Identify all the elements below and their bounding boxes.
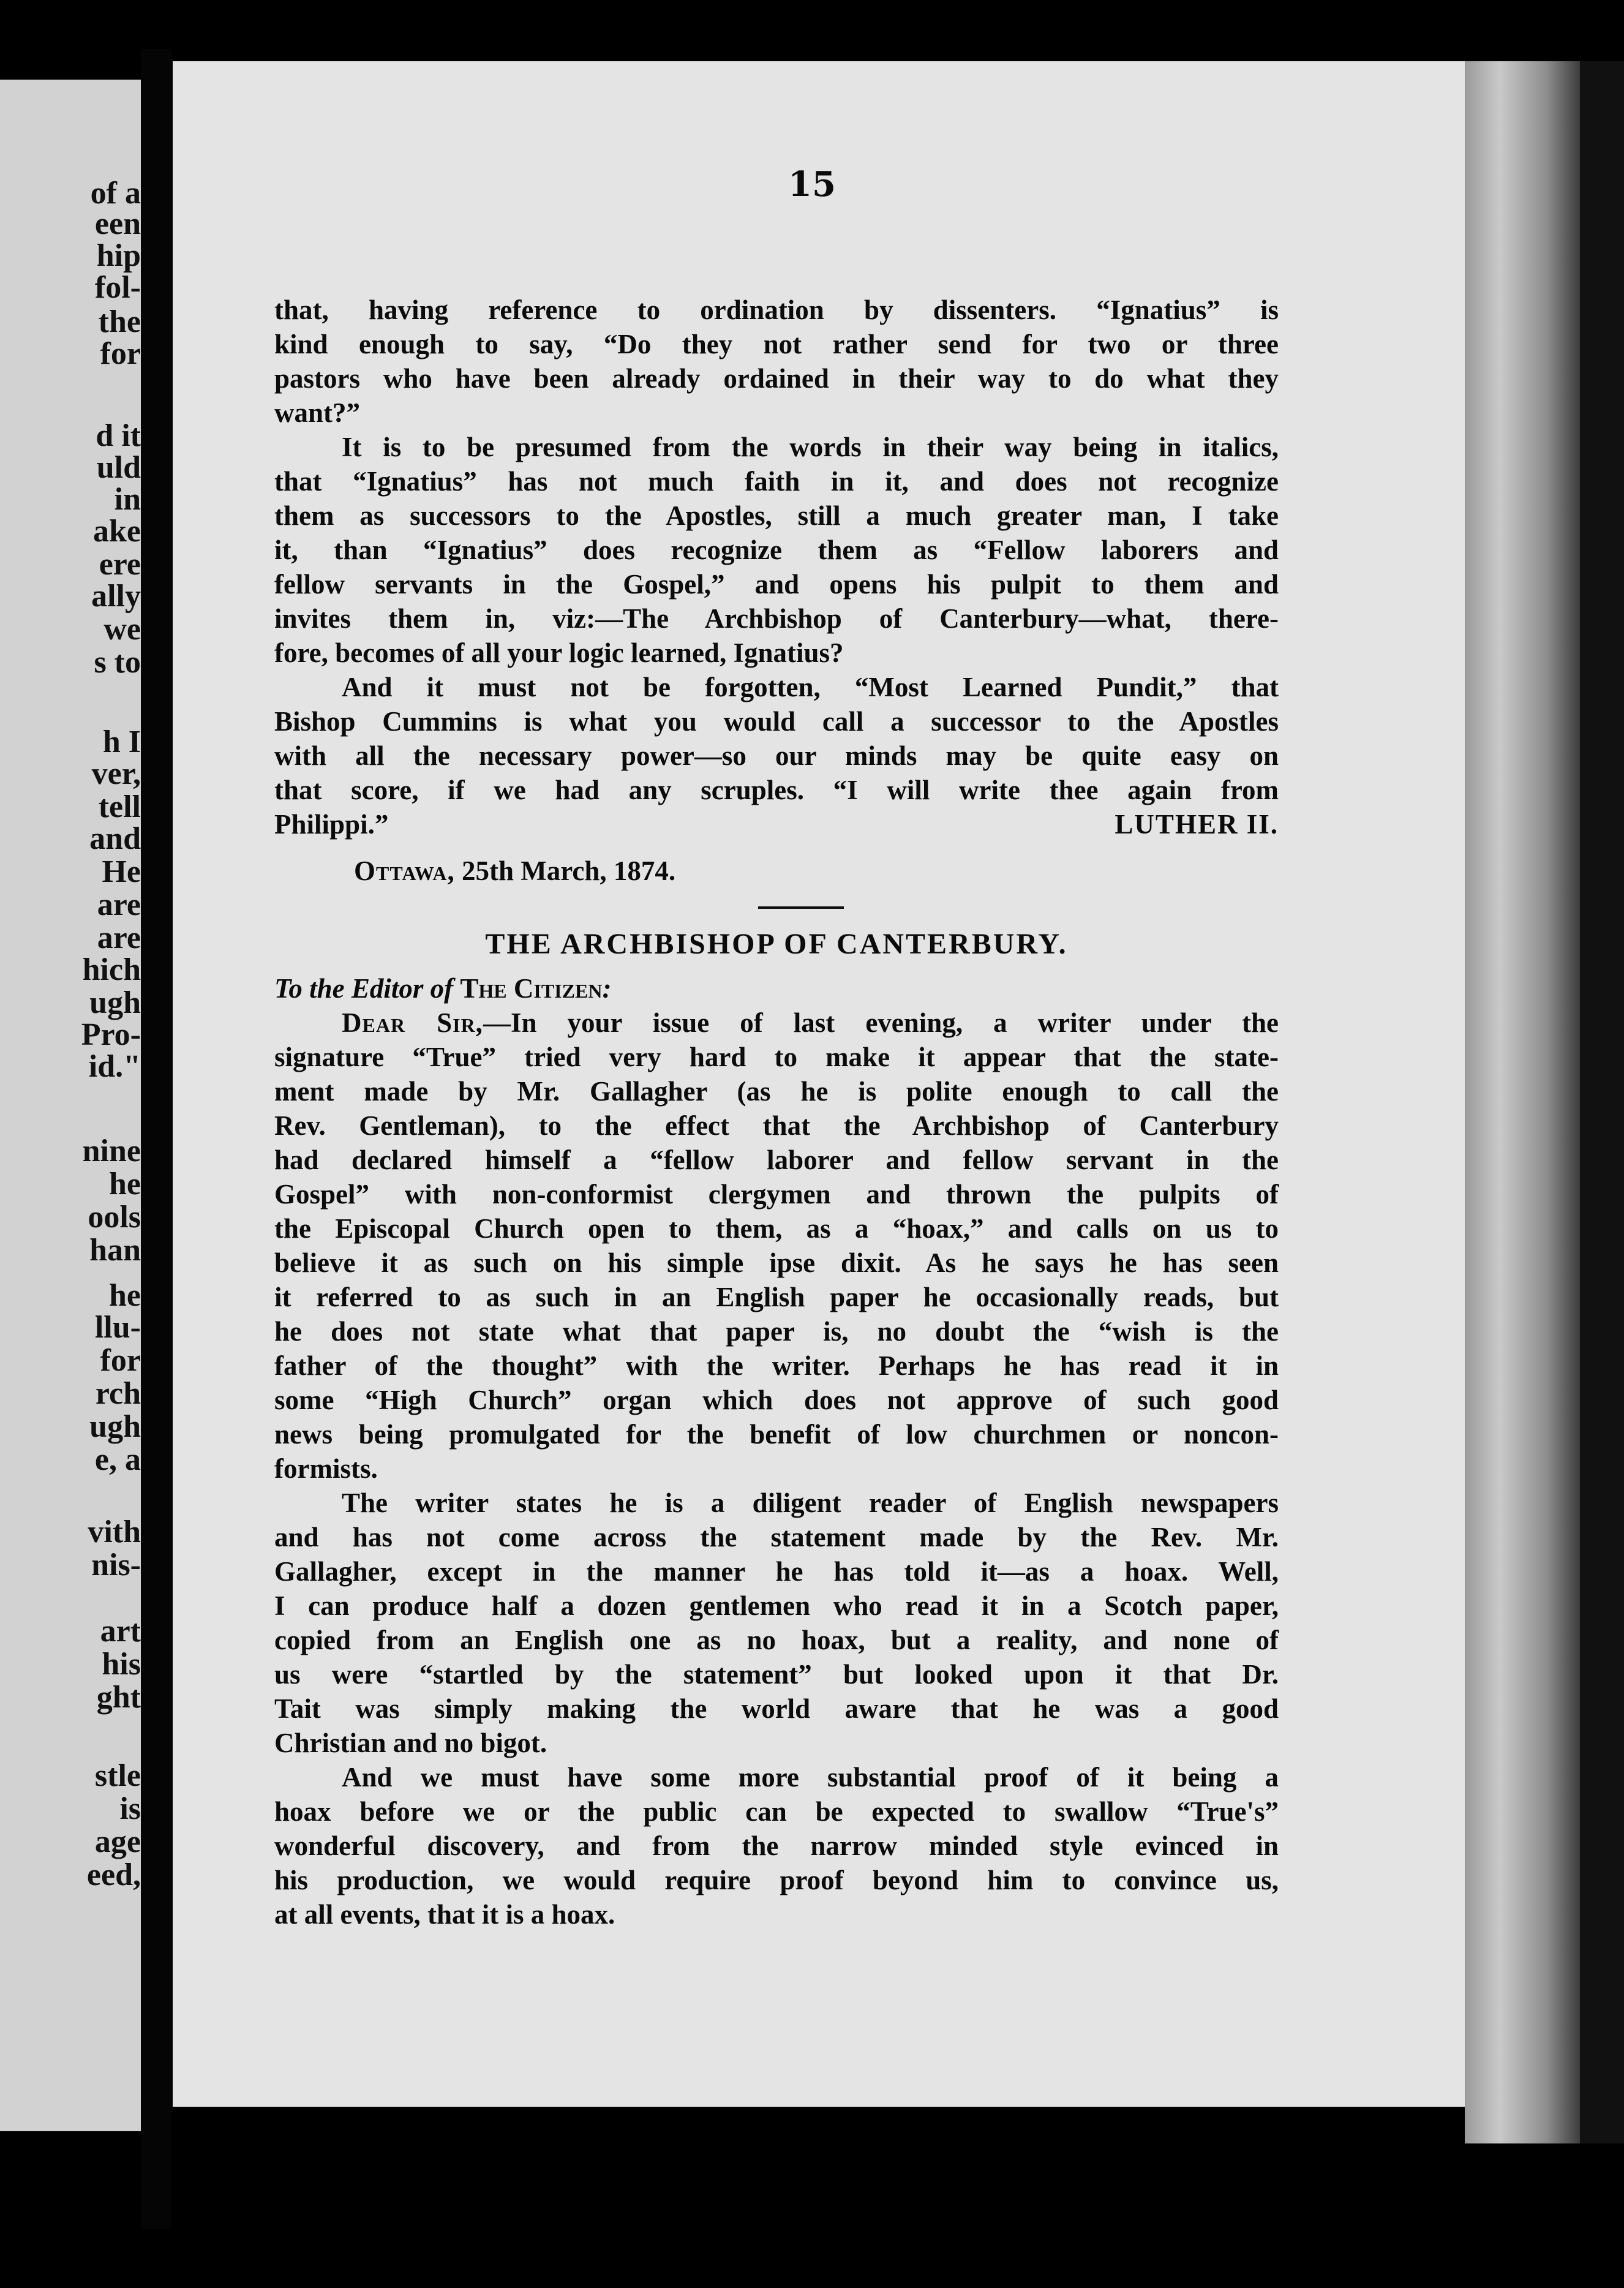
text-line: invites them in, viz:—The Archbishop of Canterbury—what, there- bbox=[274, 603, 1279, 634]
left-page-fragment: tell bbox=[98, 789, 141, 824]
text-line: kind enough to say, “Do they not rather send for two or three bbox=[274, 329, 1279, 359]
text-line: Philippi.” bbox=[274, 809, 389, 840]
left-page-fragment: art bbox=[100, 1614, 141, 1649]
text-line: that score, if we had any scruples. “I will write thee again from bbox=[274, 775, 1279, 805]
left-page-fragment: for bbox=[100, 1343, 141, 1378]
text-line-rest: —In your issue of last evening, a writer under the bbox=[483, 1007, 1279, 1038]
paragraph-1 bbox=[274, 293, 1279, 430]
left-page-fragment: age bbox=[94, 1824, 141, 1859]
paragraph-5 bbox=[274, 1486, 1279, 1760]
text-line: his production, we would require proof beyond him to convince us, bbox=[274, 1865, 1279, 1895]
text-line: it referred to as such in an English paper he occasionally reads, but bbox=[274, 1282, 1279, 1312]
left-page-fragment: stle bbox=[94, 1758, 141, 1793]
left-page-fragment: the bbox=[98, 304, 141, 339]
left-page-fragment: we bbox=[103, 612, 141, 647]
text-line: Rev. Gentleman), to the effect that the Archbishop of Canterbury bbox=[274, 1110, 1279, 1141]
text-line: them as successors to the Apostles, still a much greater man, I take bbox=[274, 500, 1279, 531]
left-page-fragment: hich bbox=[82, 952, 141, 987]
text-line: Bishop Cummins is what you would call a successor to the Apostles bbox=[274, 706, 1279, 737]
salutation-suffix: : bbox=[602, 973, 612, 1004]
left-page-fragment: he bbox=[109, 1278, 141, 1313]
left-page-fragment: is bbox=[119, 1791, 141, 1826]
text-line: formists. bbox=[274, 1453, 378, 1484]
left-page-fragment: s to bbox=[94, 645, 141, 680]
dateline bbox=[274, 854, 1279, 888]
text-line: Gallagher, except in the manner he has told it—as a hoax. Well, bbox=[274, 1556, 1279, 1587]
text-line: at all events, that it is a hoax. bbox=[274, 1899, 615, 1930]
text-line: and has not come across the statement made by the Rev. Mr. bbox=[274, 1522, 1279, 1552]
text-line: that “Ignatius” has not much faith in it, and does not recognize bbox=[274, 466, 1279, 497]
left-page-fragment: id." bbox=[88, 1049, 141, 1084]
text-line: father of the thought” with the writer. Perhaps he has read it in bbox=[274, 1350, 1279, 1381]
left-page-fragment: ght bbox=[96, 1680, 141, 1715]
left-page-fragment: llu- bbox=[94, 1310, 141, 1345]
left-page-fragment: han bbox=[89, 1233, 141, 1268]
text-line: news being promulgated for the benefit of low churchmen or noncon- bbox=[274, 1419, 1279, 1450]
text-line: Tait was simply making the world aware that he was a good bbox=[274, 1693, 1279, 1724]
left-page-fragment: nis- bbox=[91, 1548, 141, 1582]
left-page-fragment: ugh bbox=[89, 985, 141, 1020]
left-page-fragment: nine bbox=[82, 1134, 141, 1168]
signature-row bbox=[274, 807, 1279, 841]
paragraph-2 bbox=[274, 430, 1279, 670]
text-line: And it must not be forgotten, “Most Learned Pundit,” that bbox=[342, 672, 1279, 702]
text-line: ment made by Mr. Gallagher (as he is polite enough to call the bbox=[274, 1076, 1279, 1107]
text-line: fellow servants in the Gospel,” and opens his pulpit to them and bbox=[274, 569, 1279, 600]
left-page-fragment: ake bbox=[93, 514, 141, 549]
page-text bbox=[274, 293, 1279, 1932]
text-line: copied from an English one as no hoax, but a reality, and none of bbox=[274, 1625, 1279, 1655]
left-page-fragment: He bbox=[102, 854, 141, 889]
left-page-fragment: hip bbox=[96, 238, 141, 273]
dateline-date: 25th March, 1874. bbox=[461, 856, 676, 886]
page-edge-shadow bbox=[1580, 61, 1624, 2143]
text-line: pastors who have been already ordained in their way to do what they bbox=[274, 363, 1279, 394]
book-gutter bbox=[141, 49, 171, 2229]
left-page-fragment: his bbox=[102, 1647, 141, 1682]
text-line: The writer states he is a diligent reader of English newspapers bbox=[342, 1488, 1279, 1518]
text-line: hoax before we or the public can be expected to swallow “True's” bbox=[274, 1796, 1279, 1827]
left-page-fragment: ools bbox=[88, 1200, 141, 1235]
left-page-fragment: Pro- bbox=[81, 1017, 141, 1052]
text-line: some “High Church” organ which does not approve of such good bbox=[274, 1385, 1279, 1415]
text-line: fore, becomes of all your logic learned, Ignatius? bbox=[274, 638, 844, 668]
section-divider bbox=[758, 906, 844, 909]
left-page-fragment: of a bbox=[90, 176, 141, 211]
left-page-fragment: een bbox=[94, 206, 141, 241]
text-line: Christian and no bigot. bbox=[274, 1728, 547, 1758]
section-heading: THE ARCHBISHOP OF CANTERBURY. bbox=[485, 928, 1068, 960]
text-line: us were “startled by the statement” but looked upon it that Dr. bbox=[274, 1659, 1279, 1690]
left-page-fragment: are bbox=[97, 887, 141, 922]
left-page-fragment: rch bbox=[95, 1376, 141, 1411]
paragraph-3 bbox=[274, 670, 1279, 841]
left-page-fragment: ugh bbox=[89, 1409, 141, 1444]
left-page-fragment: are bbox=[97, 920, 141, 955]
left-page-fragment: for bbox=[100, 336, 141, 371]
text-line: I can produce half a dozen gentlemen who read it in a Scotch paper, bbox=[274, 1590, 1279, 1621]
left-facing-page bbox=[0, 80, 146, 2131]
page-number: 15 bbox=[788, 164, 836, 205]
text-line: that, having reference to ordination by dissenters. “Ignatius” is bbox=[274, 295, 1279, 325]
left-page-fragment: e, a bbox=[94, 1442, 141, 1477]
paragraph-6 bbox=[274, 1760, 1279, 1932]
text-line: it, than “Ignatius” does recognize them as “Fellow laborers and bbox=[274, 535, 1279, 565]
left-page-fragment: ver, bbox=[91, 756, 141, 791]
text-line bbox=[274, 1006, 1279, 1040]
text-line: had declared himself a “fellow laborer and fellow servant in the bbox=[274, 1145, 1279, 1175]
text-line: believe it as such on his simple ipse dixit. As he says he has seen bbox=[274, 1247, 1279, 1278]
dateline-city: Ottawa, bbox=[354, 856, 455, 886]
left-page-fragment: ally bbox=[91, 579, 141, 614]
left-page-fragment: ere bbox=[99, 547, 141, 582]
text-line: And we must have some more substantial proof of it being a bbox=[342, 1762, 1279, 1793]
text-line: the Episcopal Church open to them, as a “hoax,” and calls on us to bbox=[274, 1213, 1279, 1244]
left-page-fragment: fol- bbox=[94, 270, 141, 305]
text-line: signature “True” tried very hard to make it appear that the state- bbox=[274, 1042, 1279, 1072]
signature: LUTHER II. bbox=[1115, 809, 1279, 840]
page-edge bbox=[1465, 61, 1581, 2143]
left-page-fragment: d it bbox=[96, 418, 141, 453]
text-line: want?” bbox=[274, 397, 361, 428]
salutation-paper: The Citizen bbox=[460, 973, 603, 1004]
left-page-fragment: in bbox=[114, 482, 141, 517]
salutation bbox=[274, 971, 1279, 1006]
left-page-fragment: h I bbox=[102, 724, 141, 759]
text-line: Gospel” with non-conformist clergymen and thrown the pulpits of bbox=[274, 1179, 1279, 1210]
text-line: he does not state what that paper is, no doubt the “wish is the bbox=[274, 1316, 1279, 1347]
left-page-fragment: and bbox=[89, 821, 141, 856]
left-page-fragment: vith bbox=[88, 1515, 141, 1549]
text-line: It is to be presumed from the words in their way being in italics, bbox=[342, 432, 1279, 462]
paragraph-4 bbox=[274, 1006, 1279, 1486]
left-page-fragment: he bbox=[109, 1167, 141, 1202]
salutation-prefix: To the Editor of bbox=[274, 973, 454, 1004]
left-page-fragment: uld bbox=[96, 450, 141, 485]
text-line: wonderful discovery, and from the narrow minded style evinced in bbox=[274, 1831, 1279, 1861]
left-page-fragment: eed, bbox=[86, 1857, 141, 1892]
letter-opening: Dear Sir, bbox=[342, 1007, 483, 1038]
text-line: with all the necessary power—so our minds may be quite easy on bbox=[274, 740, 1279, 771]
